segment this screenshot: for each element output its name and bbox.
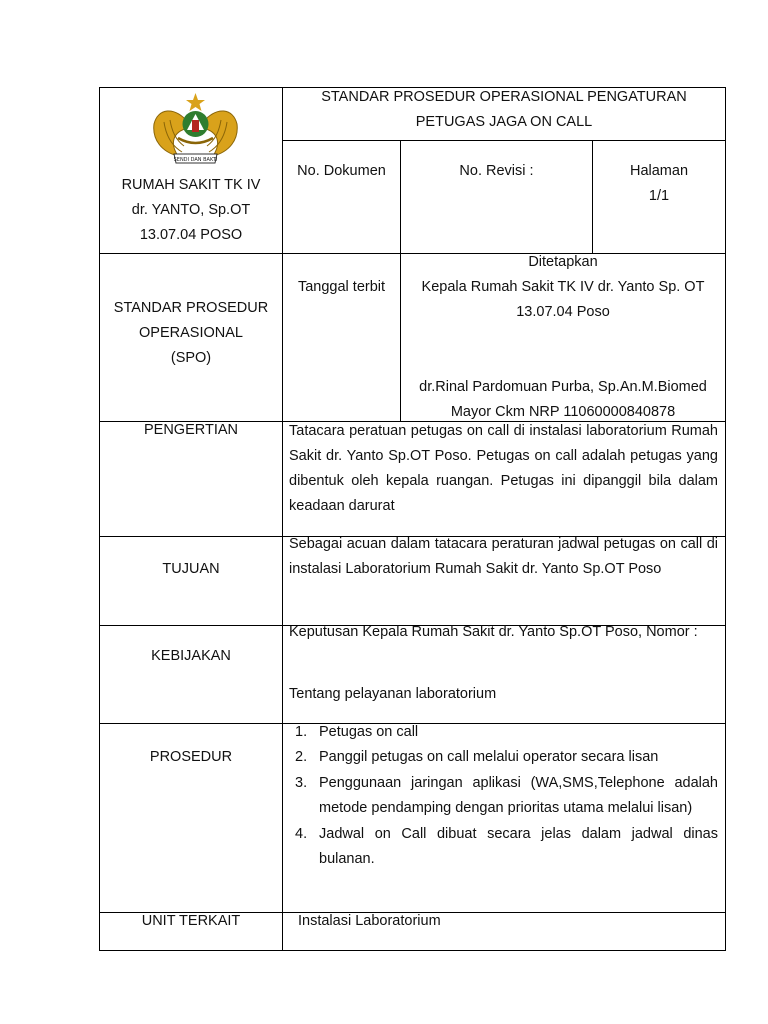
no-revisi-label: No. Revisi : bbox=[459, 163, 534, 179]
spo-line-2: OPERASIONAL bbox=[139, 325, 243, 341]
unit-terkait-label: UNIT TERKAIT bbox=[141, 913, 241, 929]
ditetapkan-block bbox=[401, 250, 725, 325]
border-col1 bbox=[282, 87, 283, 951]
kepala-line-1: Kepala Rumah Sakit TK IV dr. Yanto Sp. OT bbox=[421, 279, 705, 295]
pengertian-label: PENGERTIAN bbox=[143, 422, 238, 438]
border-bottom bbox=[99, 950, 726, 951]
hospital-name bbox=[100, 173, 282, 248]
prosedur-item-number: 3. bbox=[295, 774, 308, 791]
prosedur-item-number: 1. bbox=[295, 724, 308, 740]
pengertian-text: Tatacara peratuan petugas on call di instalasi laboratorium Rumah Sakit dr. Yanto Sp.OT Poso. Petugas on call adalah petugas yang dibentuk oleh kepala ruangan. Petugas ini dipanggil bila dalam keadaan darurat bbox=[289, 423, 718, 514]
tujuan-text: Sebagai acuan dalam tatacara peraturan jadwal petugas on call di instalasi Laboratorium Rumah Sakit dr. Yanto Sp.OT Poso bbox=[289, 536, 718, 577]
signer-name: dr.Rinal Pardomuan Purba, Sp.An.M.Biomed bbox=[419, 379, 707, 395]
prosedur-item bbox=[289, 822, 718, 873]
title-line-2: PETUGAS JAGA ON CALL bbox=[415, 114, 593, 130]
svg-text:SENDI DAN BAKTI: SENDI DAN BAKTI bbox=[173, 157, 218, 163]
no-dokumen-label: No. Dokumen bbox=[297, 163, 386, 179]
unit-terkait-text: Instalasi Laboratorium bbox=[298, 913, 441, 929]
border-right bbox=[725, 87, 726, 951]
hospital-line-2: dr. YANTO, Sp.OT bbox=[131, 202, 251, 218]
prosedur-item-text: Jadwal on Call dibuat secara jelas dalam jadwal dinas bulanan. bbox=[319, 825, 718, 868]
hospital-logo bbox=[148, 92, 243, 168]
tanggal-terbit-label: Tanggal terbit bbox=[297, 279, 386, 295]
spo-line-1: STANDAR PROSEDUR bbox=[113, 300, 269, 316]
prosedur-item-number: 2. bbox=[295, 749, 308, 766]
signer-rank: Mayor Ckm NRP 11060000840878 bbox=[450, 404, 676, 420]
kepala-line-2: 13.07.04 Poso bbox=[516, 304, 610, 320]
border-row1-mid bbox=[282, 140, 726, 141]
spo-line-3: (SPO) bbox=[170, 350, 212, 366]
hospital-line-1: RUMAH SAKIT TK IV bbox=[121, 177, 261, 193]
prosedur-item bbox=[289, 745, 718, 770]
prosedur-list bbox=[289, 720, 718, 872]
kebijakan-label: KEBIJAKAN bbox=[151, 648, 231, 664]
prosedur-item-text: Petugas on call bbox=[319, 724, 419, 740]
hospital-line-3: 13.07.04 POSO bbox=[139, 227, 243, 243]
signer-block bbox=[401, 375, 725, 425]
prosedur-label: PROSEDUR bbox=[149, 749, 233, 765]
halaman-label: Halaman bbox=[629, 163, 689, 179]
tujuan-label: TUJUAN bbox=[162, 561, 220, 577]
halaman-cell bbox=[593, 159, 725, 209]
document-title bbox=[283, 85, 725, 135]
prosedur-item bbox=[289, 771, 718, 822]
prosedur-item bbox=[289, 720, 718, 745]
title-line-1: STANDAR PROSEDUR OPERASIONAL PENGATURAN bbox=[321, 89, 687, 105]
prosedur-item-text: Penggunaan jaringan aplikasi (WA,SMS,Telephone adalah metode pendamping dengan prioritas utama melalui lisan) bbox=[319, 774, 718, 817]
ditetapkan-label: Ditetapkan bbox=[528, 254, 598, 270]
kebijakan-text-2: Tentang pelayanan laboratorium bbox=[289, 686, 497, 702]
prosedur-item-text: Panggil petugas on call melalui operator secara lisan bbox=[319, 749, 659, 766]
spo-label bbox=[100, 296, 282, 371]
halaman-value: 1/1 bbox=[648, 188, 670, 204]
prosedur-item-number: 4. bbox=[295, 825, 308, 842]
kebijakan-text-1: Keputusan Kepala Rumah Sakit dr. Yanto Sp.OT Poso, Nomor : bbox=[289, 624, 698, 640]
